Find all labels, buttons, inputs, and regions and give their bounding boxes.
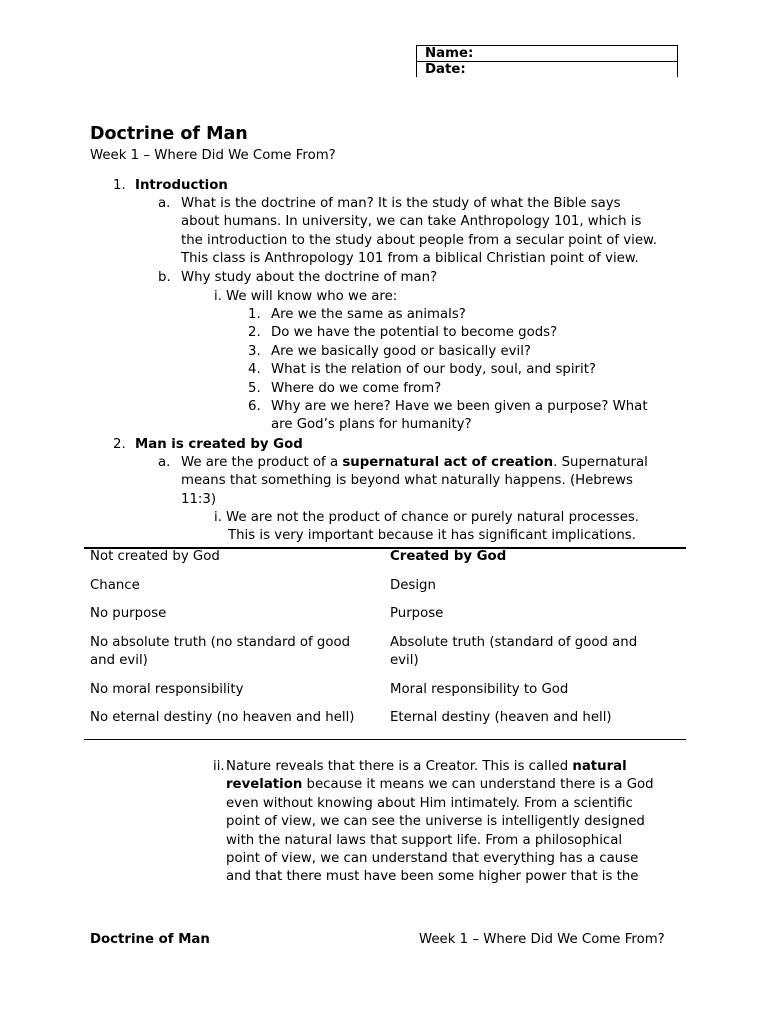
question-texts: [271, 306, 648, 435]
question-number: 1.: [248, 307, 261, 322]
table-right-header: Created by God: [390, 549, 507, 564]
section1-i-text: We will know who we are:: [226, 289, 398, 304]
date-field-label: Date:: [425, 62, 466, 77]
section1-number: 1.: [113, 178, 126, 193]
question-text: Are we the same as animals?: [271, 307, 466, 322]
question-text: Do we have the potential to become gods?: [271, 325, 558, 341]
document-title: Doctrine of Man: [90, 124, 248, 144]
question-number: 2.: [248, 325, 261, 341]
section1-heading: Introduction: [135, 178, 228, 193]
section-ii-line: point of view, we can see the universe is intelligently designed: [226, 814, 645, 830]
section2-a-marker: a.: [158, 455, 171, 470]
section2-i-text: [226, 509, 639, 546]
section-ii-line1-pre: Nature reveals that there is a Creator. This is called: [226, 759, 573, 774]
section2-i-line: This is very important because it has significant implications.: [228, 528, 636, 544]
section2-a-post: . Supernatural: [553, 455, 648, 470]
table-left-header: Not created by God: [90, 549, 220, 564]
table-cell-right-line: evil): [390, 653, 419, 669]
table-cell-right: Purpose: [390, 606, 444, 621]
footer-title: Doctrine of Man: [90, 932, 210, 947]
section1-b-marker: b.: [158, 270, 171, 285]
section2-number: 2.: [113, 437, 126, 452]
question-text-continued: are God’s plans for humanity?: [271, 417, 472, 433]
section1-a-line: This class is Anthropology 101 from a biblical Christian point of view.: [181, 251, 639, 267]
section2-i-marker: i.: [214, 510, 222, 525]
section1-a-line: about humans. In university, we can take Anthropology 101, which is: [181, 214, 642, 230]
name-date-box: [416, 45, 678, 77]
section2-i-line: We are not the product of chance or purely natural processes.: [226, 510, 640, 525]
section1-a-line: What is the doctrine of man? It is the study of what the Bible says: [181, 196, 621, 211]
section2-a-pre: We are the product of a: [181, 455, 343, 470]
table-cell-right: Eternal destiny (heaven and hell): [390, 710, 612, 725]
section-ii-marker: ii.: [213, 759, 225, 774]
section2-a-line: 11:3): [181, 491, 217, 507]
section-ii-line: point of view, we can understand that everything has a cause: [226, 851, 639, 867]
question-text: Why are we here? Have we been given a purpose? What: [271, 399, 648, 415]
question-number: 4.: [248, 362, 261, 378]
question-number: 6.: [248, 399, 261, 415]
question-text: Are we basically good or basically evil?: [271, 343, 531, 359]
section-ii-line: and that there must have been some higher power that is the: [226, 869, 639, 885]
section1-a-text: [181, 195, 657, 269]
table-cell-left: No moral responsibility: [90, 682, 244, 697]
section2-a-line: means that something is beyond what naturally happens. (Hebrews: [181, 473, 633, 489]
table-cell-left-line: and evil): [90, 653, 148, 669]
section2-a-text: [181, 454, 648, 509]
table-cell-right: Design: [390, 578, 436, 593]
section2-a-bold: supernatural act of creation: [342, 455, 554, 470]
name-field-label: Name:: [417, 46, 677, 62]
section-ii-line2-post: because it means we can understand there is a God: [302, 777, 654, 793]
footer-subtitle: Week 1 – Where Did We Come From?: [419, 932, 665, 947]
table-bottom-rule: [84, 739, 686, 740]
table-cell-right: Moral responsibility to God: [390, 682, 569, 697]
section1-i-marker: i.: [214, 289, 222, 304]
section1-a-line: the introduction to the study about people from a secular point of view.: [181, 232, 657, 248]
question-number: 5.: [248, 380, 261, 396]
section-ii-line1-bold: natural: [572, 759, 627, 774]
table-cell-left: No purpose: [90, 606, 167, 621]
section-ii-line: even without knowing about Him intimately. From a scientific: [226, 795, 633, 811]
table-cell-right-line: Absolute truth (standard of good and: [390, 635, 638, 650]
table-cell-left: [90, 634, 350, 671]
question-number: 3.: [248, 343, 261, 359]
section1-a-marker: a.: [158, 196, 171, 211]
question-numbers: [248, 306, 261, 416]
table-cell-left: No eternal destiny (no heaven and hell): [90, 710, 355, 725]
section-ii-line2-bold: revelation: [226, 777, 303, 793]
section2-heading: Man is created by God: [135, 437, 303, 452]
table-cell-left-line: No absolute truth (no standard of good: [90, 635, 351, 650]
section-ii-line: with the natural laws that support life. From a philosophical: [226, 832, 623, 848]
question-text: What is the relation of our body, soul, and spirit?: [271, 362, 596, 378]
document-subtitle: Week 1 – Where Did We Come From?: [90, 148, 336, 163]
table-cell-right: [390, 634, 637, 671]
question-text: Where do we come from?: [271, 380, 442, 396]
section-ii-text: [226, 758, 654, 887]
table-cell-left: Chance: [90, 578, 140, 593]
section1-b-text: Why study about the doctrine of man?: [181, 270, 438, 285]
